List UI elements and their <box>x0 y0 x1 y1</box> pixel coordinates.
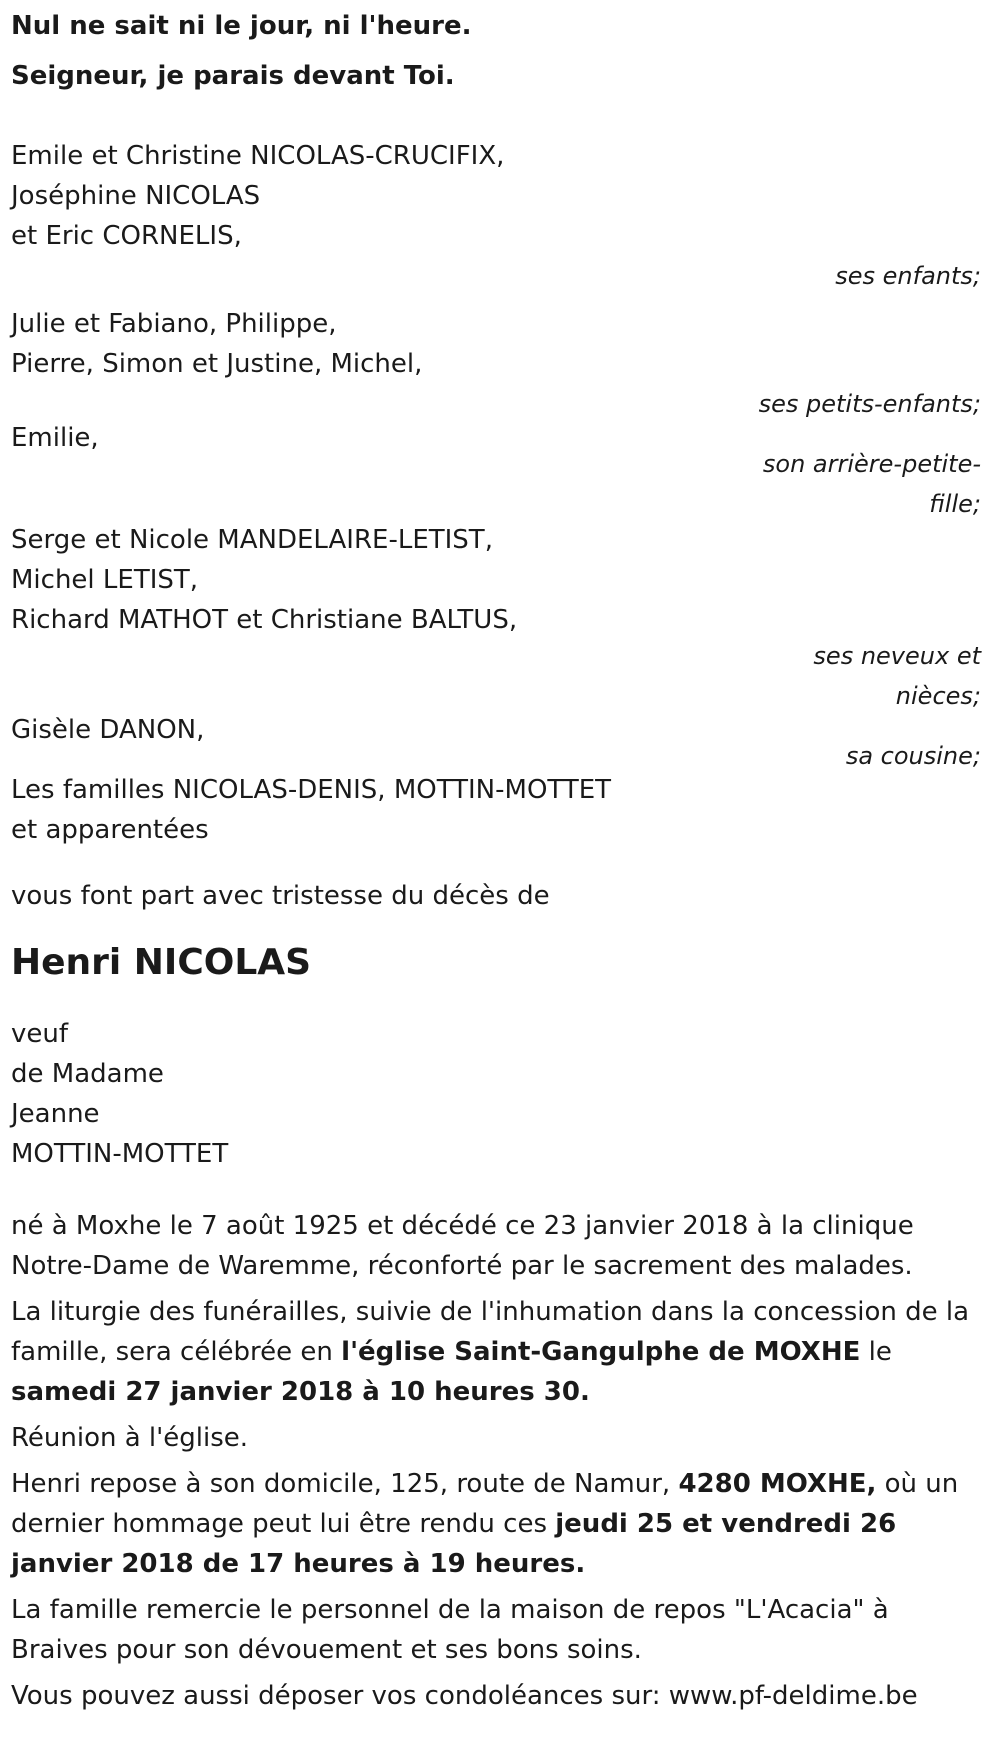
family-name-line: Serge et Nicole MANDELAIRE-LETIST, <box>11 525 493 555</box>
widower-line: de Madame <box>11 1059 164 1089</box>
family-name-line: Les familles NICOLAS-DENIS, MOTTIN-MOTTET <box>11 775 612 805</box>
family-others <box>11 770 981 850</box>
family-cousin <box>11 710 981 776</box>
announcement-text: vous font part avec tristesse du décès de <box>11 881 550 911</box>
family-name-line: Emile et Christine NICOLAS-CRUCIFIX, <box>11 141 505 171</box>
family-name-line: Richard MATHOT et Christiane BALTUS, <box>11 605 518 635</box>
family-name-line: Gisèle DANON, <box>11 715 205 745</box>
relation-label-part: fille; <box>929 490 981 518</box>
widower-line: Jeanne <box>11 1099 100 1129</box>
widower-block <box>11 1014 981 1174</box>
family-name-line: Michel LETIST, <box>11 565 199 595</box>
family-name-line: Emilie, <box>11 423 99 453</box>
relation-label <box>11 636 981 716</box>
family-great-grandchild <box>11 418 981 524</box>
funeral-text: La liturgie des funérailles, suivie de l'inhumation dans la concession de la famille, sera célébrée en <box>11 1297 970 1367</box>
repose-paragraph <box>11 1464 989 1584</box>
relation-label: ses petits-enfants; <box>758 390 981 418</box>
funeral-date: samedi 27 janvier 2018 à 10 heures 30. <box>11 1377 590 1407</box>
family-nephews <box>11 520 981 716</box>
relation-label-part: nièces; <box>895 682 981 710</box>
relation-label <box>11 444 981 524</box>
reunion-paragraph: Réunion à l'église. <box>11 1423 249 1453</box>
condolences-paragraph: Vous pouvez aussi déposer vos condoléances sur: www.pf-deldime.be <box>11 1681 918 1711</box>
family-children <box>11 136 981 296</box>
funeral-text: le <box>860 1337 892 1367</box>
repose-city: 4280 MOXHE, <box>678 1469 877 1499</box>
repose-text: où un dernier hommage peut lui être rendu ces <box>11 1469 959 1539</box>
relation-label-part: son arrière-petite- <box>762 450 981 478</box>
family-name-line: Pierre, Simon et Justine, Michel, <box>11 349 423 379</box>
family-name-line: Julie et Fabiano, Philippe, <box>11 309 337 339</box>
relation-label-part: ses neveux et <box>813 642 981 670</box>
funeral-place: l'église Saint-Gangulphe de MOXHE <box>341 1337 861 1367</box>
family-name-line: Joséphine NICOLAS <box>11 181 261 211</box>
repose-dates: jeudi 25 et vendredi 26 janvier 2018 de 17 heures à 19 heures. <box>11 1509 897 1579</box>
widower-line: veuf <box>11 1019 69 1049</box>
widower-line: MOTTIN-MOTTET <box>11 1139 229 1169</box>
funeral-paragraph <box>11 1292 989 1412</box>
birth-death-paragraph: né à Moxhe le 7 août 1925 et décédé ce 23 janvier 2018 à la clinique Notre-Dame de Waremme, réconforté par le sacrement des malades. <box>11 1211 914 1281</box>
deceased-name: Henri NICOLAS <box>11 942 312 983</box>
epigraph-line-1: Nul ne sait ni le jour, ni l'heure. <box>11 11 472 41</box>
epigraph-line-2: Seigneur, je parais devant Toi. <box>11 61 455 91</box>
thanks-paragraph: La famille remercie le personnel de la maison de repos "L'Acacia" à Braives pour son dévouement et ses bons soins. <box>11 1595 889 1665</box>
family-grandchildren <box>11 304 981 424</box>
relation-label: ses enfants; <box>835 262 981 290</box>
repose-text: Henri repose à son domicile, 125, route de Namur, <box>11 1469 679 1499</box>
family-name-line: et Eric CORNELIS, <box>11 221 242 251</box>
relation-label: sa cousine; <box>845 742 981 770</box>
family-name-line: et apparentées <box>11 815 209 845</box>
